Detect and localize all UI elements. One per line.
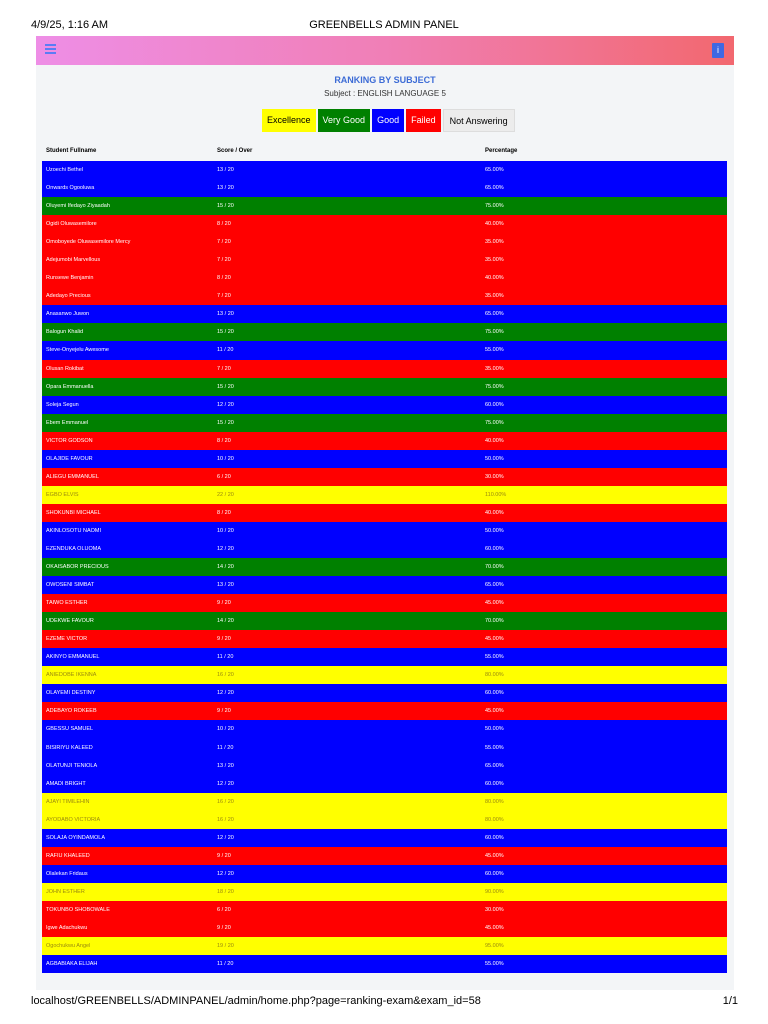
legend-not-answering: Not Answering	[443, 109, 515, 132]
student-name: Igwe Adachukwu	[46, 924, 88, 931]
score: 15 / 20	[217, 203, 234, 210]
percentage: 60.00%	[485, 870, 504, 877]
student-name: AKINLOSOTU NAOMI	[46, 527, 102, 534]
percentage: 110.00%	[485, 491, 507, 498]
score: 11 / 20	[217, 744, 234, 751]
student-name: Anasanwo Juwon	[46, 311, 90, 318]
percentage: 65.00%	[485, 582, 504, 589]
score: 16 / 20	[217, 816, 234, 823]
student-name: OLATUNJI TENIOLA	[46, 762, 98, 769]
table-row	[42, 684, 727, 702]
table-row	[42, 829, 727, 847]
score: 13 / 20	[217, 582, 234, 589]
percentage: 65.00%	[485, 185, 504, 192]
student-name: Uzoechi Bethel	[46, 167, 83, 173]
legend-very-good: Very Good	[318, 109, 371, 132]
student-name: EGBO ELVIS	[46, 491, 79, 498]
percentage: 80.00%	[485, 816, 504, 823]
table-row	[42, 414, 727, 432]
table-row	[42, 937, 727, 955]
table-row	[42, 955, 727, 973]
table-row	[42, 793, 727, 811]
table-row	[42, 360, 727, 378]
score: 15 / 20	[217, 419, 234, 426]
top-navbar	[36, 36, 734, 65]
percentage: 30.00%	[485, 906, 504, 913]
student-name: BISIRIYU KALEED	[46, 744, 93, 751]
student-name: Onwards Ogooluwa	[46, 185, 95, 192]
score: 8 / 20	[217, 437, 231, 444]
percentage: 75.00%	[485, 329, 504, 336]
table-row	[42, 757, 727, 775]
percentage: 95.00%	[485, 943, 504, 950]
student-name: AGBABIAKA ELIJAH	[46, 961, 98, 968]
score: 15 / 20	[217, 383, 234, 390]
score: 12 / 20	[217, 545, 234, 552]
percentage: 50.00%	[485, 726, 504, 733]
score: 12 / 20	[217, 401, 234, 408]
table-row	[42, 594, 727, 612]
student-name: JOHN ESTHER	[46, 888, 85, 895]
score: 9 / 20	[217, 600, 231, 607]
table-row	[42, 450, 727, 468]
percentage: 60.00%	[485, 690, 504, 697]
score: 13 / 20	[217, 167, 234, 173]
student-name: ALIEGU EMMANUEL	[46, 473, 99, 480]
ranking-table-body	[42, 161, 727, 973]
student-name: Olalekan Fridaus	[46, 870, 88, 877]
score: 13 / 20	[217, 311, 234, 318]
table-row	[42, 702, 727, 720]
percentage: 60.00%	[485, 834, 504, 841]
percentage: 40.00%	[485, 275, 504, 282]
score: 12 / 20	[217, 834, 234, 841]
percentage: 45.00%	[485, 924, 504, 931]
student-name: OKAISABOR PRECIOUS	[46, 564, 109, 571]
table-row	[42, 486, 727, 504]
table-row	[42, 287, 727, 305]
score: 10 / 20	[217, 726, 234, 733]
student-name: RAFIU KHALEED	[46, 852, 90, 859]
score: 8 / 20	[217, 509, 231, 516]
score: 14 / 20	[217, 564, 234, 571]
table-row	[42, 269, 727, 287]
student-name: AKINYO EMMANUEL	[46, 654, 100, 661]
table-row	[42, 883, 727, 901]
legend-failed: Failed	[406, 109, 441, 132]
score: 14 / 20	[217, 618, 234, 625]
table-row	[42, 378, 727, 396]
percentage: 65.00%	[485, 167, 504, 173]
print-page-number: 1/1	[722, 995, 738, 1007]
print-url: localhost/GREENBELLS/ADMINPANEL/admin/home.php?page=ranking-exam&exam_id=58	[31, 995, 481, 1007]
percentage: 60.00%	[485, 401, 504, 408]
percentage: 55.00%	[485, 347, 504, 354]
table-row	[42, 504, 727, 522]
table-row	[42, 305, 727, 323]
percentage: 75.00%	[485, 383, 504, 390]
score: 13 / 20	[217, 185, 234, 192]
percentage: 90.00%	[485, 888, 504, 895]
percentage: 35.00%	[485, 365, 504, 372]
table-row	[42, 161, 727, 179]
percentage: 40.00%	[485, 221, 504, 228]
score: 9 / 20	[217, 924, 231, 931]
student-name: Runsewe Benjamin	[46, 275, 94, 282]
score: 7 / 20	[217, 365, 231, 372]
table-row	[42, 432, 727, 450]
student-name: Ebem Emmanuel	[46, 419, 89, 426]
score: 8 / 20	[217, 221, 231, 228]
table-row	[42, 341, 727, 359]
score: 12 / 20	[217, 780, 234, 787]
percentage: 75.00%	[485, 203, 504, 210]
student-name: Steve-Onyejelu Awesome	[46, 347, 109, 354]
student-name: Ogidi Oluwasemilore	[46, 221, 97, 228]
score: 16 / 20	[217, 672, 234, 679]
print-datetime: 4/9/25, 1:16 AM	[31, 19, 109, 31]
percentage: 35.00%	[485, 239, 504, 246]
student-name: Omoboyede Oluwasemilore Mercy	[46, 239, 131, 246]
student-name: AYODABO VICTORIA	[46, 816, 101, 823]
student-name: ANIEDOBE IKENNA	[46, 672, 97, 679]
score: 8 / 20	[217, 275, 231, 282]
percentage: 70.00%	[485, 564, 504, 571]
student-name: Opara Emmanuella	[46, 383, 94, 390]
table-row	[42, 666, 727, 684]
percentage: 80.00%	[485, 798, 504, 805]
percentage: 45.00%	[485, 708, 504, 715]
student-name: SOLAJA OYINDAMOLA	[46, 834, 105, 841]
percentage: 50.00%	[485, 455, 504, 462]
percentage: 75.00%	[485, 419, 504, 426]
student-name: EZEME VICTOR	[46, 636, 88, 643]
student-name: ADEBAYO ROKEEB	[46, 708, 97, 715]
score: 16 / 20	[217, 798, 234, 805]
table-row	[42, 179, 727, 197]
table-row	[42, 558, 727, 576]
score: 9 / 20	[217, 636, 231, 643]
menu-icon[interactable]	[45, 44, 56, 54]
print-header	[0, 0, 768, 36]
student-name: Adejumobi Marvellous	[46, 257, 101, 264]
score: 11 / 20	[217, 347, 234, 354]
score: 7 / 20	[217, 257, 231, 264]
percentage: 60.00%	[485, 780, 504, 787]
score: 9 / 20	[217, 708, 231, 715]
percentage: 65.00%	[485, 762, 504, 769]
table-row	[42, 739, 727, 757]
legend-good: Good	[372, 109, 404, 132]
score: 12 / 20	[217, 870, 234, 877]
student-name: UDEKWE FAVOUR	[46, 618, 94, 625]
student-name: AMADI BRIGHT	[46, 780, 86, 787]
percentage: 55.00%	[485, 744, 504, 751]
score: 12 / 20	[217, 690, 234, 697]
table-row	[42, 215, 727, 233]
print-title: GREENBELLS ADMIN PANEL	[309, 19, 459, 31]
student-name: Olusan Rokibat	[46, 365, 84, 372]
percentage: 35.00%	[485, 257, 504, 264]
percentage: 70.00%	[485, 618, 504, 625]
student-name: OWOSENI SIMBAT	[46, 582, 95, 589]
table-row	[42, 865, 727, 883]
student-name: SHOKUNBI MICHAEL	[46, 509, 101, 516]
score: 10 / 20	[217, 527, 234, 534]
student-name: Balogun Khalid	[46, 329, 84, 336]
table-row	[42, 233, 727, 251]
table-row	[42, 847, 727, 865]
student-name: GBESSU SAMUEL	[46, 726, 94, 733]
student-name: OLAYEMI DESTINY	[46, 690, 96, 697]
header-percentage: Percentage	[485, 148, 518, 154]
score: 18 / 20	[217, 888, 234, 895]
ranking-panel	[36, 65, 734, 990]
percentage: 45.00%	[485, 636, 504, 643]
table-row	[42, 197, 727, 215]
student-name: AJAYI TIMILEHIN	[46, 798, 90, 805]
score: 7 / 20	[217, 293, 231, 300]
percentage: 30.00%	[485, 473, 504, 480]
table-row	[42, 775, 727, 793]
percentage: 60.00%	[485, 545, 504, 552]
header-fullname: Student Fullname	[46, 148, 97, 154]
score: 13 / 20	[217, 762, 234, 769]
table-row	[42, 576, 727, 594]
percentage: 55.00%	[485, 654, 504, 661]
percentage: 45.00%	[485, 600, 504, 607]
table-row	[42, 251, 727, 269]
score: 9 / 20	[217, 852, 231, 859]
percentage: 55.00%	[485, 961, 504, 968]
subject-label: Subject : ENGLISH LANGUAGE 5	[324, 89, 446, 98]
student-name: Soleja Segun	[46, 401, 79, 408]
score: 6 / 20	[217, 906, 231, 913]
score: 22 / 20	[217, 491, 234, 498]
student-name: EZENDUKA OLUOMA	[46, 545, 102, 552]
legend-excellence: Excellence	[262, 109, 316, 132]
table-row	[42, 720, 727, 738]
header-score: Score / Over	[217, 148, 253, 154]
percentage: 80.00%	[485, 672, 504, 679]
percentage: 45.00%	[485, 852, 504, 859]
table-row	[42, 612, 727, 630]
percentage: 50.00%	[485, 527, 504, 534]
student-name: OLAJIDE FAVOUR	[46, 455, 93, 462]
table-header	[42, 145, 727, 159]
student-name: Adedayo Precious	[46, 293, 91, 300]
percentage: 65.00%	[485, 311, 504, 318]
student-name: Oluyemi Ifedayo Ziyaadah	[46, 203, 110, 210]
student-name: VICTOR GODSON	[46, 437, 93, 444]
score: 6 / 20	[217, 473, 231, 480]
table-row	[42, 522, 727, 540]
percentage: 40.00%	[485, 509, 504, 516]
grade-legend	[262, 109, 517, 132]
score: 7 / 20	[217, 239, 231, 246]
table-row	[42, 648, 727, 666]
student-name: TOKUNBO SHOBOWALE	[46, 906, 110, 913]
table-row	[42, 811, 727, 829]
table-row	[42, 901, 727, 919]
score: 19 / 20	[217, 943, 234, 950]
table-row	[42, 540, 727, 558]
table-row	[42, 468, 727, 486]
score: 11 / 20	[217, 654, 234, 661]
table-row	[42, 323, 727, 341]
table-row	[42, 919, 727, 937]
table-row	[42, 630, 727, 648]
percentage: 40.00%	[485, 437, 504, 444]
student-name: TAIWO ESTHER	[46, 600, 88, 607]
student-name: Ogochukwu Angel	[46, 943, 91, 950]
percentage: 35.00%	[485, 293, 504, 300]
score: 11 / 20	[217, 961, 234, 968]
table-row	[42, 396, 727, 414]
user-menu-button[interactable]: i	[712, 43, 724, 58]
score: 15 / 20	[217, 329, 234, 336]
page-title: RANKING BY SUBJECT	[334, 75, 436, 85]
score: 10 / 20	[217, 455, 234, 462]
